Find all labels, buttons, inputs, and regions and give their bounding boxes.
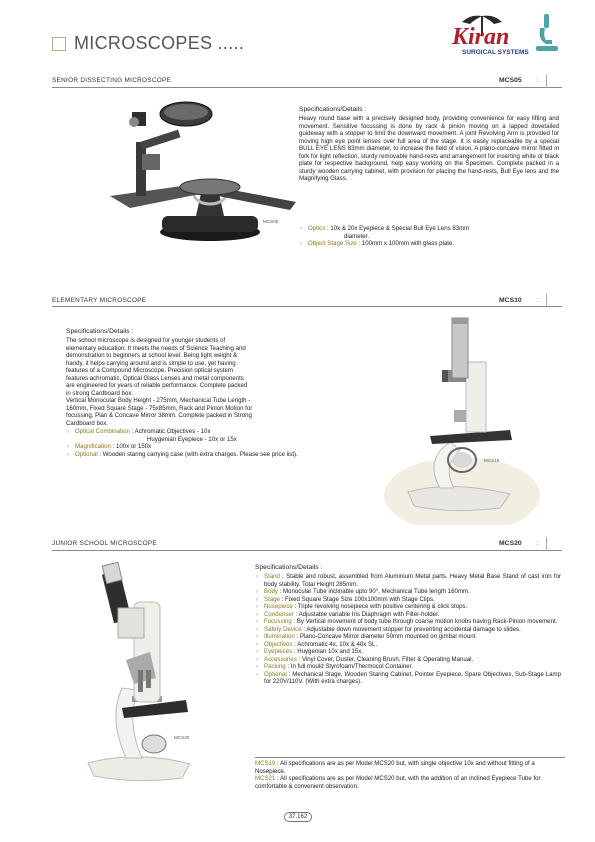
list-item: › Condenser : Adjustable variable Iris Diaphragm with Filter-holder. — [255, 611, 561, 619]
list-item: › Optical Combination : Achromatic Objectives - 10x Huygenian Eyepiece - 10x or 15x — [66, 428, 326, 443]
list-item: › Stage : Fixed Square Stage Size 100x100mm with Stage Clips. — [255, 596, 561, 604]
description-mcs05: Heavy round base with a precisely designed body, providing convenience for easy lifting and movement. Sensitive focussing is done by rack & pinion moving on a lapped dovetailed guideway with a stopper to limit the downward movement. A joint Revolving Arm is provided for moving high eye point lenses over full area of the stage. It is easily replaceable by a special BULL EYE LENS 83mm diameter, to increase the field of vision. A plano-concave mirror fitted in fork for light reflection, sturdy removable hand-rests and arrangement for inserting white or black plate for respective background, help easy working on the Specimen. Complete packed in a sturdy wooden carrying cabinet, with provision for placing the hand-rests, Bull Eye lens and the Magnifying Glass. — [299, 115, 559, 182]
page-title: MICROSCOPES ..... — [74, 33, 245, 53]
page-number: 37.162 — [284, 812, 312, 822]
list-item: › Optics : 10x & 20x Eyepiece & Special Bull Eye Lens 83mm diameter. — [299, 225, 559, 240]
list-item: › Eyepieces : Huygenian 10x and 15x. — [255, 648, 561, 656]
image-caption-mcs05: MCS05 — [263, 219, 279, 224]
section-code-mcs10: MCS10 — [499, 297, 522, 304]
section-rule — [52, 87, 562, 88]
elementary-microscope-image — [380, 310, 540, 525]
list-item: › Optional : Mechanical Stage, Wooden Staring Cabinet, Pointer Eyepiece, Spare Objectives, Sub-Stage Lamp for 220V/110V. (With extra charges). — [255, 671, 561, 686]
title-square-icon — [52, 37, 66, 51]
brand-name: Kiran — [452, 24, 510, 50]
section-dots: :: — [536, 78, 540, 84]
section-rule — [52, 306, 562, 307]
section-dots: :: — [536, 298, 540, 304]
spec-heading-mcs20: Specifications/Details : — [255, 564, 323, 571]
spec-heading-mcs05: Specifications/Details : — [299, 106, 367, 113]
section-title-senior-dissecting: SENIOR DISSECTING MICROSCOPE — [52, 77, 172, 84]
list-item: › Packing : In full mould Styrofoam/Thermocol Container. — [255, 663, 561, 671]
section-title-junior-school: JUNIOR SCHOOL MICROSCOPE — [52, 540, 157, 547]
image-caption-mcs20: MCS20 — [174, 735, 190, 740]
section-tick — [546, 294, 547, 307]
list-item: › Illumination : Plano-Concave Mirror diameter 50mm mounted on gimbal mount. — [255, 633, 561, 641]
junior-school-microscope-image — [78, 558, 198, 783]
section-rule — [52, 550, 562, 551]
spec-list-mcs05 — [299, 225, 559, 248]
spec-list-mcs20 — [255, 573, 561, 686]
list-item: › Accessories : Vinyl Cover, Duster, Cleaning Brush, Filter & Operating Manual. — [255, 656, 561, 664]
list-item: › Nosepiece : Triple revolving nosepiece with positive centering & click stops. — [255, 603, 561, 611]
list-item: › Body : Monocular Tube inclinable upto 90°, Mechanical Tube length 160mm. — [255, 588, 561, 596]
model-notes — [255, 757, 565, 790]
list-item: › Object Stage Size : 100mm x 100mm with glass plate. — [299, 240, 559, 248]
image-caption-mcs10: MCS10 — [484, 458, 500, 463]
section-code-mcs20: MCS20 — [499, 540, 522, 547]
section-tick — [546, 537, 547, 551]
list-item: › Stand : Stable and robust, assembled from Aluminium Metal parts. Heavy Metal Base Stand of cast iron for body stability. Total Height 285mm. — [255, 573, 561, 588]
section-dots: :: — [536, 541, 540, 547]
note-mcs21: MCS21 : All specifications are as per Model MCS20 but, with the addition of an inclined Eyepiece Tube for comfortable & convenient observation. — [255, 775, 541, 790]
list-item: › Optional : Wooden staring carrying case (with extra charges. Please see price list). — [66, 451, 326, 459]
brand-logo — [448, 10, 566, 68]
note-mcs19: MCS19 : All specifications are as per Model MCS20 but, with single objective 10x and without fitting of a Nosepiece. — [255, 760, 535, 775]
list-item: › Safety Device : Adjustable down movement stopper for preventing accidental damage to slides. — [255, 626, 561, 634]
brand-subtitle: SURGICAL SYSTEMS — [462, 49, 529, 56]
list-item: › Magnification : 100x or 150x — [66, 443, 326, 451]
description-mcs10: The school microscope is designed for younger students of elementary education. It meets the needs of Science Teaching and demonstration to beginners at school level. Being light weight & handy, it helps carrying around and is simple to use, yet having features of a Compound Microscope. Precision optical system features achromatic, Optical Glass Lenses and metal components are engineered for years of reliable performance. Complete packed in strong Cardboard box. Vertical Monocular Body Height - 275mm, Mechanical Tube Length - 160mm, Fixed Square Stage - 75x85mm, Rack and Pinion Motion for focussing, Plan & Concave Mirror 38mm. Complete packed in Strong Cardboard box. — [66, 337, 253, 427]
section-code-mcs05: MCS05 — [499, 77, 522, 84]
list-item: › Focussing : By Vertical movement of body tube through coarse motion knobs having Rack-Pinion movement. — [255, 618, 561, 626]
list-item: › Objectives : Achromatic 4x, 10x & 40x SL. — [255, 641, 561, 649]
section-title-elementary: ELEMENTARY MICROSCOPE — [52, 297, 147, 304]
section-tick — [546, 74, 547, 88]
spec-list-mcs10 — [66, 428, 326, 458]
spec-heading-mcs10: Specifications/Details : — [66, 328, 134, 335]
